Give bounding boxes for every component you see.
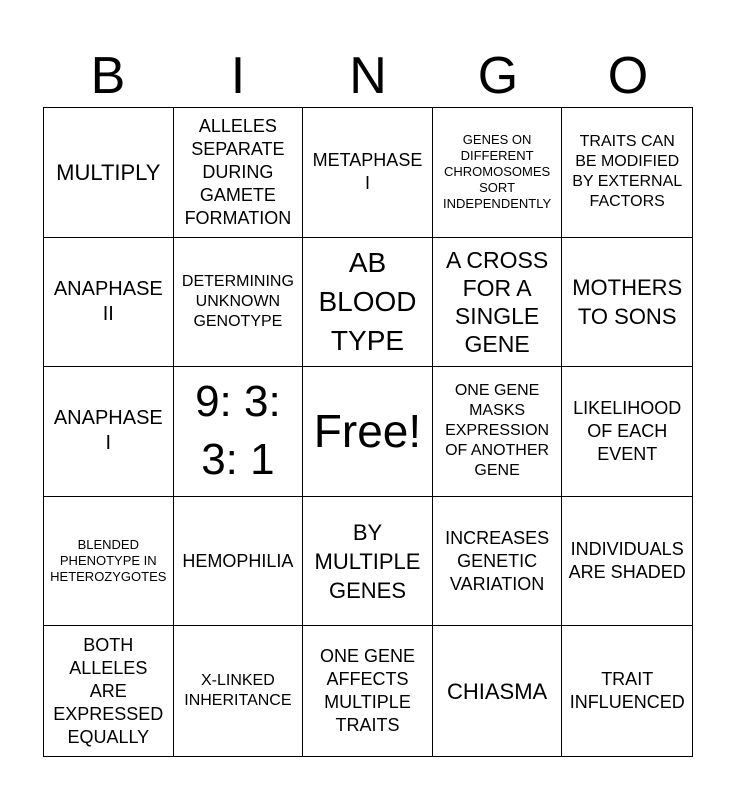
bingo-cell[interactable] (562, 626, 692, 756)
header-letter-b: B (90, 47, 126, 105)
bingo-cell[interactable] (303, 238, 433, 368)
cell-text: LIKELIHOOD OF EACH EVENT (573, 397, 682, 464)
cell-text: METAPHASE I (312, 150, 423, 194)
cell-text: TRAIT INFLUENCED (569, 669, 685, 713)
header-letter-n: N (349, 47, 387, 105)
bingo-cell[interactable] (562, 108, 692, 238)
cell-text: ANAPHASE II (53, 277, 163, 325)
cell-text: MOTHERS TO SONS (572, 274, 683, 329)
cell-text: HEMOPHILIA (182, 550, 294, 571)
bingo-cell[interactable] (174, 626, 304, 756)
cell-text: BOTH ALLELES ARE EXPRESSED EQUALLY (53, 634, 164, 747)
bingo-cell[interactable] (44, 367, 174, 497)
cell-text: ONE GENE MASKS EXPRESSION OF ANOTHER GENE (445, 382, 550, 480)
cell-text: INDIVIDUALS ARE SHADED (568, 539, 686, 583)
bingo-cell[interactable] (44, 497, 174, 627)
bingo-cell[interactable] (303, 626, 433, 756)
bingo-cell[interactable] (174, 238, 304, 368)
cell-text: A CROSS FOR A SINGLE GENE (445, 246, 549, 357)
cell-text: DETERMINING UNKNOWN GENOTYPE (181, 272, 294, 330)
free-space-cell[interactable] (303, 367, 433, 497)
bingo-cell[interactable] (303, 108, 433, 238)
cell-text: TRAITS CAN BE MODIFIED BY EXTERNAL FACTORS (572, 133, 683, 211)
bingo-cell[interactable] (562, 497, 692, 627)
bingo-cell[interactable] (174, 108, 304, 238)
bingo-cell[interactable] (44, 626, 174, 756)
cell-text: ANAPHASE I (53, 407, 163, 455)
bingo-cell[interactable] (303, 497, 433, 627)
cell-text: BY MULTIPLE GENES (314, 519, 421, 603)
bingo-cell[interactable] (433, 108, 563, 238)
bingo-cell[interactable] (433, 367, 563, 497)
cell-text: X-LINKED INHERITANCE (184, 672, 292, 710)
cell-text: ALLELES SEPARATE DURING GAMETE FORMATION (184, 115, 292, 228)
cell-text: AB BLOOD TYPE (318, 247, 417, 357)
header-letter-g: G (477, 47, 519, 105)
bingo-cell[interactable] (433, 238, 563, 368)
bingo-cell[interactable] (433, 497, 563, 627)
bingo-board (43, 107, 693, 757)
bingo-cell[interactable] (562, 238, 692, 368)
header-letter-o: O (607, 47, 649, 105)
bingo-cell[interactable] (433, 626, 563, 756)
bingo-cell[interactable] (44, 238, 174, 368)
cell-text: INCREASES GENETIC VARIATION (445, 527, 550, 594)
cell-text: ONE GENE AFFECTS MULTIPLE TRAITS (319, 646, 415, 736)
bingo-cell[interactable] (174, 497, 304, 627)
bingo-header (43, 42, 693, 108)
bingo-cell[interactable] (174, 367, 304, 497)
cell-text: BLENDED PHENOTYPE IN HETEROZYGOTES (50, 537, 167, 585)
bingo-cell[interactable] (562, 367, 692, 497)
cell-text: CHIASMA (446, 678, 548, 704)
free-space-text: Free! (313, 405, 422, 458)
header-letter-i: I (230, 47, 246, 105)
cell-text: GENES ON DIFFERENT CHROMOSOMES SORT INDEPENDENTLY (443, 132, 552, 212)
cell-text: MULTIPLY (56, 159, 161, 185)
bingo-cell[interactable] (44, 108, 174, 238)
cell-text: 9: 3: 3: 1 (195, 377, 281, 485)
